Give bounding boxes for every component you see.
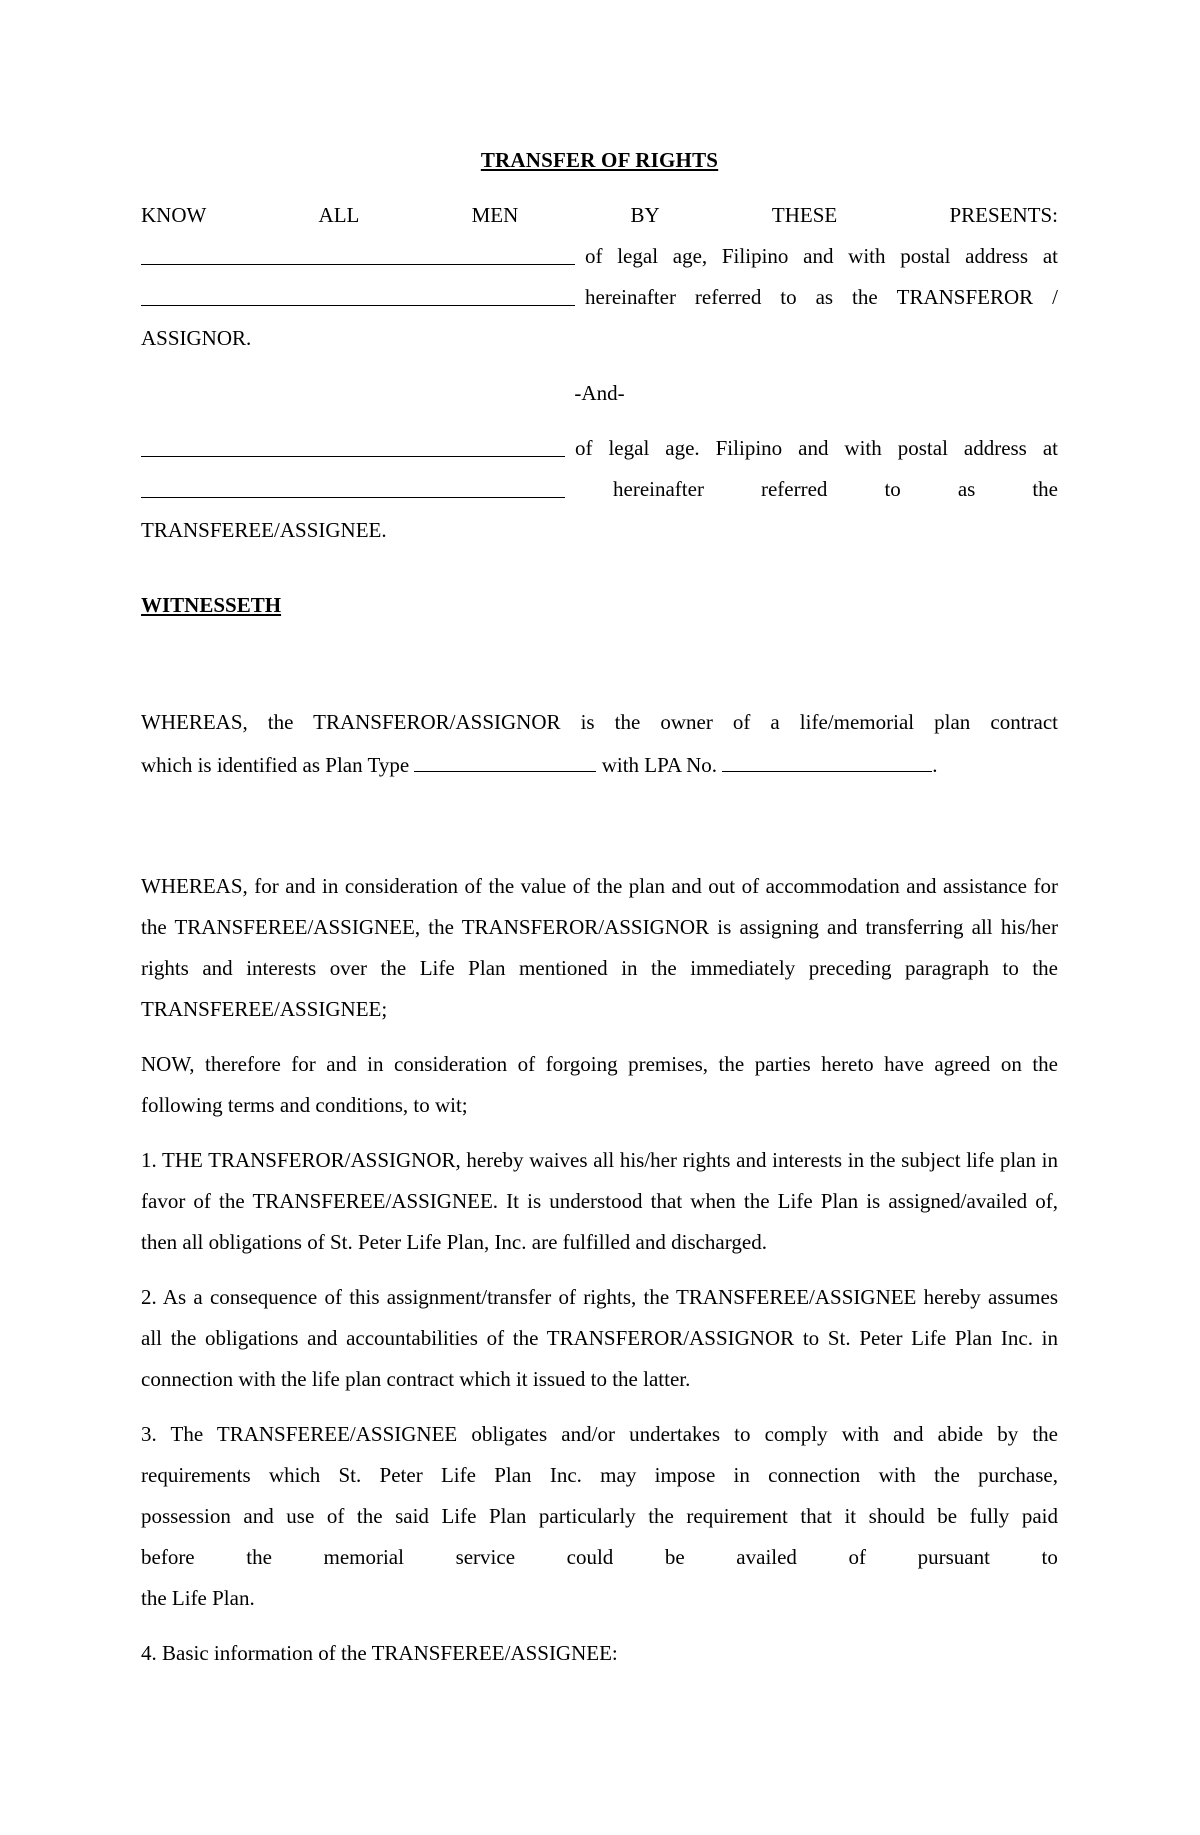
transferee-address-line — [141, 469, 1058, 510]
word: hereinafter — [613, 477, 704, 501]
document-page — [141, 140, 1058, 1674]
transferor-name-line — [141, 236, 1058, 277]
item3-line: 3. The TRANSFEREE/ASSIGNEE obligates and/or undertakes to comply with and abide by the — [141, 1422, 1058, 1446]
word: hereinafter — [585, 285, 676, 309]
word: TRANSFEROR — [896, 285, 1034, 309]
period: . — [932, 753, 938, 777]
lpa-no-label: with LPA No. — [601, 753, 718, 777]
transferor-line2-text — [585, 277, 1058, 318]
word: to — [1041, 1545, 1058, 1569]
transferee-address-blank[interactable] — [141, 469, 565, 498]
spacer — [141, 786, 1058, 866]
word: pursuant — [917, 1545, 990, 1569]
word: to — [780, 285, 797, 309]
word: as — [957, 477, 976, 501]
intro-word: ALL — [318, 203, 360, 227]
word: memorial — [323, 1545, 404, 1569]
whereas1-line1: WHEREAS, the TRANSFEROR/ASSIGNOR is the owner of a life/memorial plan contract — [141, 710, 1058, 734]
document-title: TRANSFER OF RIGHTS — [480, 148, 719, 172]
item3-line4 — [141, 1537, 1058, 1578]
plan-type-label: which is identified as Plan Type — [141, 753, 410, 777]
item3-line: possession and use of the said Life Plan particularly the requirement that it should be fully paid — [141, 1504, 1058, 1528]
transferee-name-blank[interactable] — [141, 428, 565, 457]
word: could — [566, 1545, 614, 1569]
transferor-address-line — [141, 277, 1058, 318]
intro-word: BY — [630, 203, 660, 227]
item4-paragraph: 4. Basic information of the TRANSFEREE/ASSIGNEE: — [141, 1641, 618, 1665]
lpa-no-blank[interactable] — [722, 743, 932, 772]
word: / — [1052, 285, 1058, 309]
word: the — [852, 285, 878, 309]
now-therefore-paragraph: NOW, therefore for and in consideration of forgoing premises, the parties hereto have agreed on the following terms and conditions, to wit; — [141, 1052, 1058, 1117]
word: referred — [694, 285, 762, 309]
item2-paragraph: 2. As a consequence of this assignment/transfer of rights, the TRANSFEREE/ASSIGNEE hereby assumes all the obligations and accountabilities of the TRANSFEROR/ASSIGNOR to St. Peter Life Plan Inc. in connection with the life plan contract which it issued to the latter. — [141, 1285, 1058, 1391]
item3-line: requirements which St. Peter Life Plan Inc. may impose in connection with the purchase, — [141, 1463, 1058, 1487]
intro-word: PRESENTS: — [949, 203, 1058, 227]
intro-word: MEN — [471, 203, 519, 227]
word: the — [246, 1545, 272, 1569]
transferee-line1-text: of legal age. Filipino and with postal address at — [575, 436, 1058, 460]
item3-paragraph — [141, 1414, 1058, 1619]
transferee-line2-text — [613, 469, 1058, 510]
plan-type-blank[interactable] — [414, 743, 596, 772]
word: before — [141, 1545, 195, 1569]
intro-word: THESE — [771, 203, 838, 227]
whereas1-line2 — [141, 743, 1058, 786]
spacer — [141, 626, 1058, 702]
transferor-address-blank[interactable] — [141, 277, 575, 306]
word: availed — [736, 1545, 797, 1569]
intro-word: KNOW — [141, 203, 207, 227]
item1-paragraph: 1. THE TRANSFEROR/ASSIGNOR, hereby waives all his/her rights and interests in the subject life plan in favor of the TRANSFEREE/ASSIGNEE. It is understood that when the Life Plan is assigned/availed of, then all obligations of St. Peter Life Plan, Inc. are fulfilled and discharged. — [141, 1148, 1058, 1254]
word: referred — [760, 477, 828, 501]
word: be — [664, 1545, 685, 1569]
transferor-line1-text: of legal age, Filipino and with postal address at — [585, 244, 1058, 268]
word: the — [1032, 477, 1058, 501]
transferor-line3: ASSIGNOR. — [141, 326, 252, 350]
transferor-name-blank[interactable] — [141, 236, 575, 265]
word: service — [455, 1545, 516, 1569]
transferee-line3: TRANSFEREE/ASSIGNEE. — [141, 518, 387, 542]
transferee-name-line — [141, 428, 1058, 469]
intro-line — [141, 195, 1058, 236]
word: as — [815, 285, 834, 309]
item3-line5: the Life Plan. — [141, 1586, 255, 1610]
witnesseth-heading: WITNESSETH — [141, 593, 282, 617]
and-separator: -And- — [574, 381, 625, 405]
word: to — [884, 477, 901, 501]
word: of — [848, 1545, 867, 1569]
whereas2-paragraph: WHEREAS, for and in consideration of the value of the plan and out of accommodation and assistance for the TRANSFEREE/ASSIGNEE, the TRANSFEROR/ASSIGNOR is assigning and transferring all his/her rights and interests over the Life Plan mentioned in the immediately preceding paragraph to the TRANSFEREE/ASSIGNEE; — [141, 874, 1058, 1021]
